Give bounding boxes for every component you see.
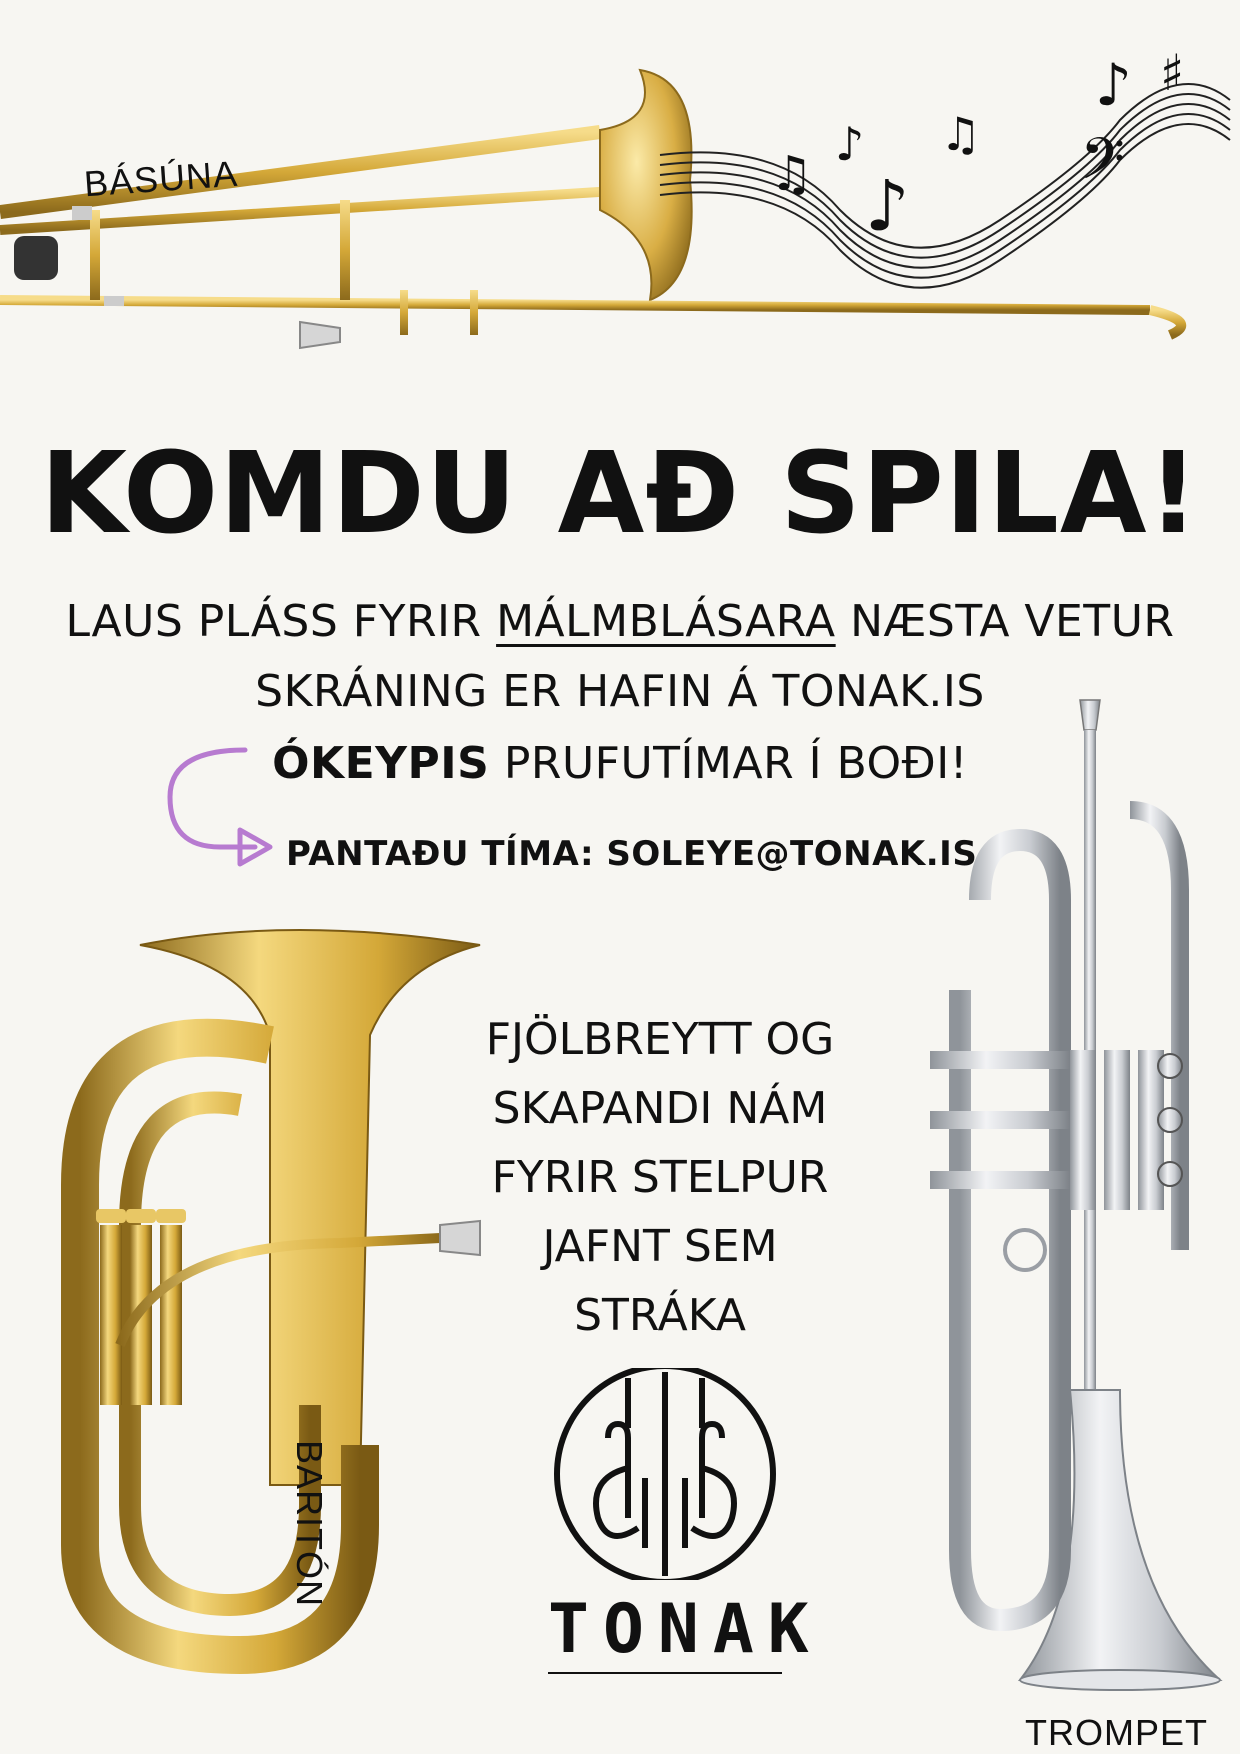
curved-arrow-icon (160, 742, 280, 872)
svg-text:♫: ♫ (940, 107, 982, 161)
info-line-openings (0, 596, 1240, 647)
logo-divider (548, 1672, 782, 1674)
slogan-line: JAFNT SEM (542, 1221, 778, 1272)
baritone-label: BARITÓN (289, 1440, 330, 1608)
svg-text:♯: ♯ (1160, 44, 1185, 102)
contact-email[interactable]: PANTAÐU TÍMA: SOLEYE@TONAK.IS (286, 834, 978, 874)
openings-text-brass: MÁLMBLÁSARA (496, 596, 836, 647)
openings-text-pre: LAUS PLÁSS FYRIR (65, 596, 497, 647)
openings-text-post: NÆSTA VETUR (835, 596, 1175, 647)
slogan-line: SKAPANDI NÁM (492, 1083, 828, 1134)
free-text: ÓKEYPIS (272, 738, 490, 789)
slogan-line: FJÖLBREYTT OG (485, 1014, 835, 1065)
trials-text: PRUFUTÍMAR Í BOÐI! (489, 738, 968, 789)
trumpet-label: TROMPET (1025, 1712, 1208, 1753)
svg-text:♫: ♫ (770, 146, 814, 202)
tonak-logo-text: TONAK (548, 1590, 823, 1669)
headline: KOMDU AÐ SPILA! (40, 429, 1200, 559)
svg-text:𝄢: 𝄢 (1080, 125, 1126, 207)
svg-text:♪: ♪ (865, 165, 910, 247)
info-line-registration: SKRÁNING ER HAFIN Á TONAK.IS (255, 666, 985, 717)
trombone-label: BÁSÚNA (82, 152, 240, 205)
svg-text:♪: ♪ (1095, 51, 1133, 119)
slogan (450, 1005, 870, 1350)
tonak-logo-icon (548, 1368, 782, 1580)
slogan-line: FYRIR STELPUR (491, 1152, 829, 1203)
baritone-image (40, 925, 500, 1675)
svg-text:♪: ♪ (835, 117, 865, 171)
trumpet-image (920, 690, 1240, 1700)
music-notes-graphic (640, 20, 1240, 310)
slogan-line: STRÁKA (574, 1290, 746, 1341)
